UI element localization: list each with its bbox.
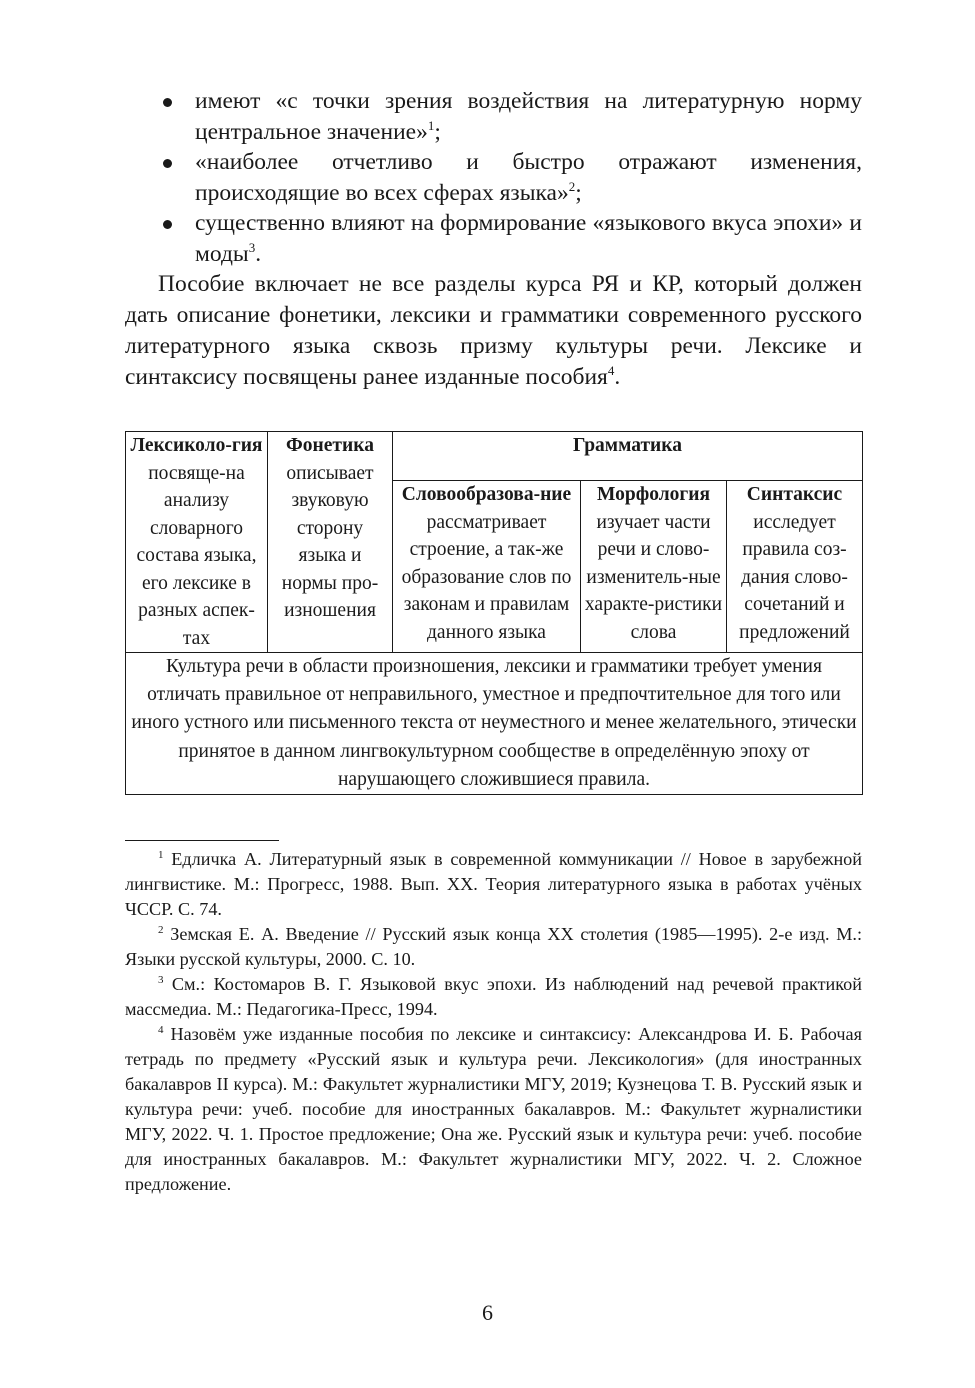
syntax-text: исследует правила соз-дания слово-сочетаний и предложений xyxy=(739,511,850,643)
lexicology-text: посвяще-на анализу словарного состава языка, его лексике в разных аспек-тах xyxy=(136,462,257,649)
lexicology-title: Лексиколо-гия xyxy=(130,435,263,456)
footnote: $^3$ См.: Костомаров В. Г. Языковой вкус эпохи. Из наблюдений над речевой практикой массмедиа. М.: Педагогика-Пресс, 1994. xyxy=(125,974,863,1020)
phonetics-title: Фонетика xyxy=(286,435,374,456)
bullet-item: «наиболее отчетливо и быстро отражают изменения, происходящие во всех сферах языка»$^2$; xyxy=(125,147,862,208)
bullet-item: существенно влияют на формирование «языкового вкуса эпохи» и моды$^3$. xyxy=(125,208,862,269)
morphology-cell xyxy=(581,481,727,653)
word-formation-cell xyxy=(393,481,581,653)
footnote-ref[interactable]: 3 xyxy=(248,239,256,255)
word-formation-text: рассматривает строение, а так-же образование слов по законам и правилам данного языка xyxy=(401,511,572,643)
syntax-title: Синтаксис xyxy=(746,484,843,505)
footnote-ref[interactable]: 2 xyxy=(568,178,576,194)
lexicology-cell xyxy=(126,432,268,653)
speech-culture-cell: Культура речи в области произношения, лексики и грамматики требует умения отличать правильное от неправильного, уместное и предпочтительное для того или иного устного или письменного текста от неуместного и менее желательного, этически принятое в данном лингвокультурном сообществе в определённую эпоху от нарушающего сложившиеся правила. xyxy=(126,653,863,795)
page-body xyxy=(125,86,862,1197)
bullet-list xyxy=(125,86,862,269)
syntax-cell xyxy=(727,481,863,653)
footnote: $^4$ Назовём уже изданные пособия по лексике и синтаксису: Александрова И. Б. Рабочая тетрадь по предмету «Русский язык и культура речи. Лексикология» (для иностранных бакалавров II курса). М.: Факультет журналистики МГУ, 2019; Кузнецова Т. В. Русский язык и культура речи: учеб. пособие для иностранных бакалавров. М.: Факультет журналистики МГУ, 2022. Ч. 1. Простое предложение; Она же. Русский язык и культура речи: учеб. пособие для иностранных бакалавров. М.: Факультет журналистики МГУ, 2022. Ч. 2. Сложное предложение. xyxy=(125,1024,862,1195)
grammar-header: Грамматика xyxy=(393,432,863,481)
footnote-divider xyxy=(125,840,279,841)
language-sections-table xyxy=(125,431,863,795)
page-number: 6 xyxy=(482,1300,493,1325)
intro-paragraph: Пособие включает не все разделы курса РЯ и КР, который должен дать описание фонетики, лексики и грамматики современного русского литературного языка сквозь призму культуры речи. Лексике и синтаксису посвящены ранее изданные пособия$^4$. xyxy=(125,271,862,390)
bullet-item: имеют «с точки зрения воздействия на литературную норму центральное значение»$^1$; xyxy=(125,86,862,147)
phonetics-text: описывает звуковую сторону языка и нормы про-изношения xyxy=(281,462,379,621)
morphology-text: изучает части речи и слово-изменитель-ные характе-ристики слова xyxy=(584,511,723,643)
footnotes xyxy=(125,847,862,1197)
morphology-title: Морфология xyxy=(596,484,711,505)
footnote-ref[interactable]: 1 xyxy=(427,117,435,133)
footnote: $^1$ Едличка А. Литературный язык в современной коммуникации // Новое в зарубежной лингвистике. М.: Прогресс, 1988. Вып. XX. Теория литературного языка в работах учёных ЧССР. С. 74. xyxy=(125,849,863,920)
footnote: $^2$ Земская Е. А. Введение // Русский язык конца XX столетия (1985—1995). 2-е изд. М.: Языки русской культуры, 2000. С. 10. xyxy=(125,924,863,970)
phonetics-cell xyxy=(268,432,393,653)
word-formation-title: Словообразова-ние xyxy=(401,484,572,505)
footnote-ref[interactable]: 4 xyxy=(607,363,615,378)
